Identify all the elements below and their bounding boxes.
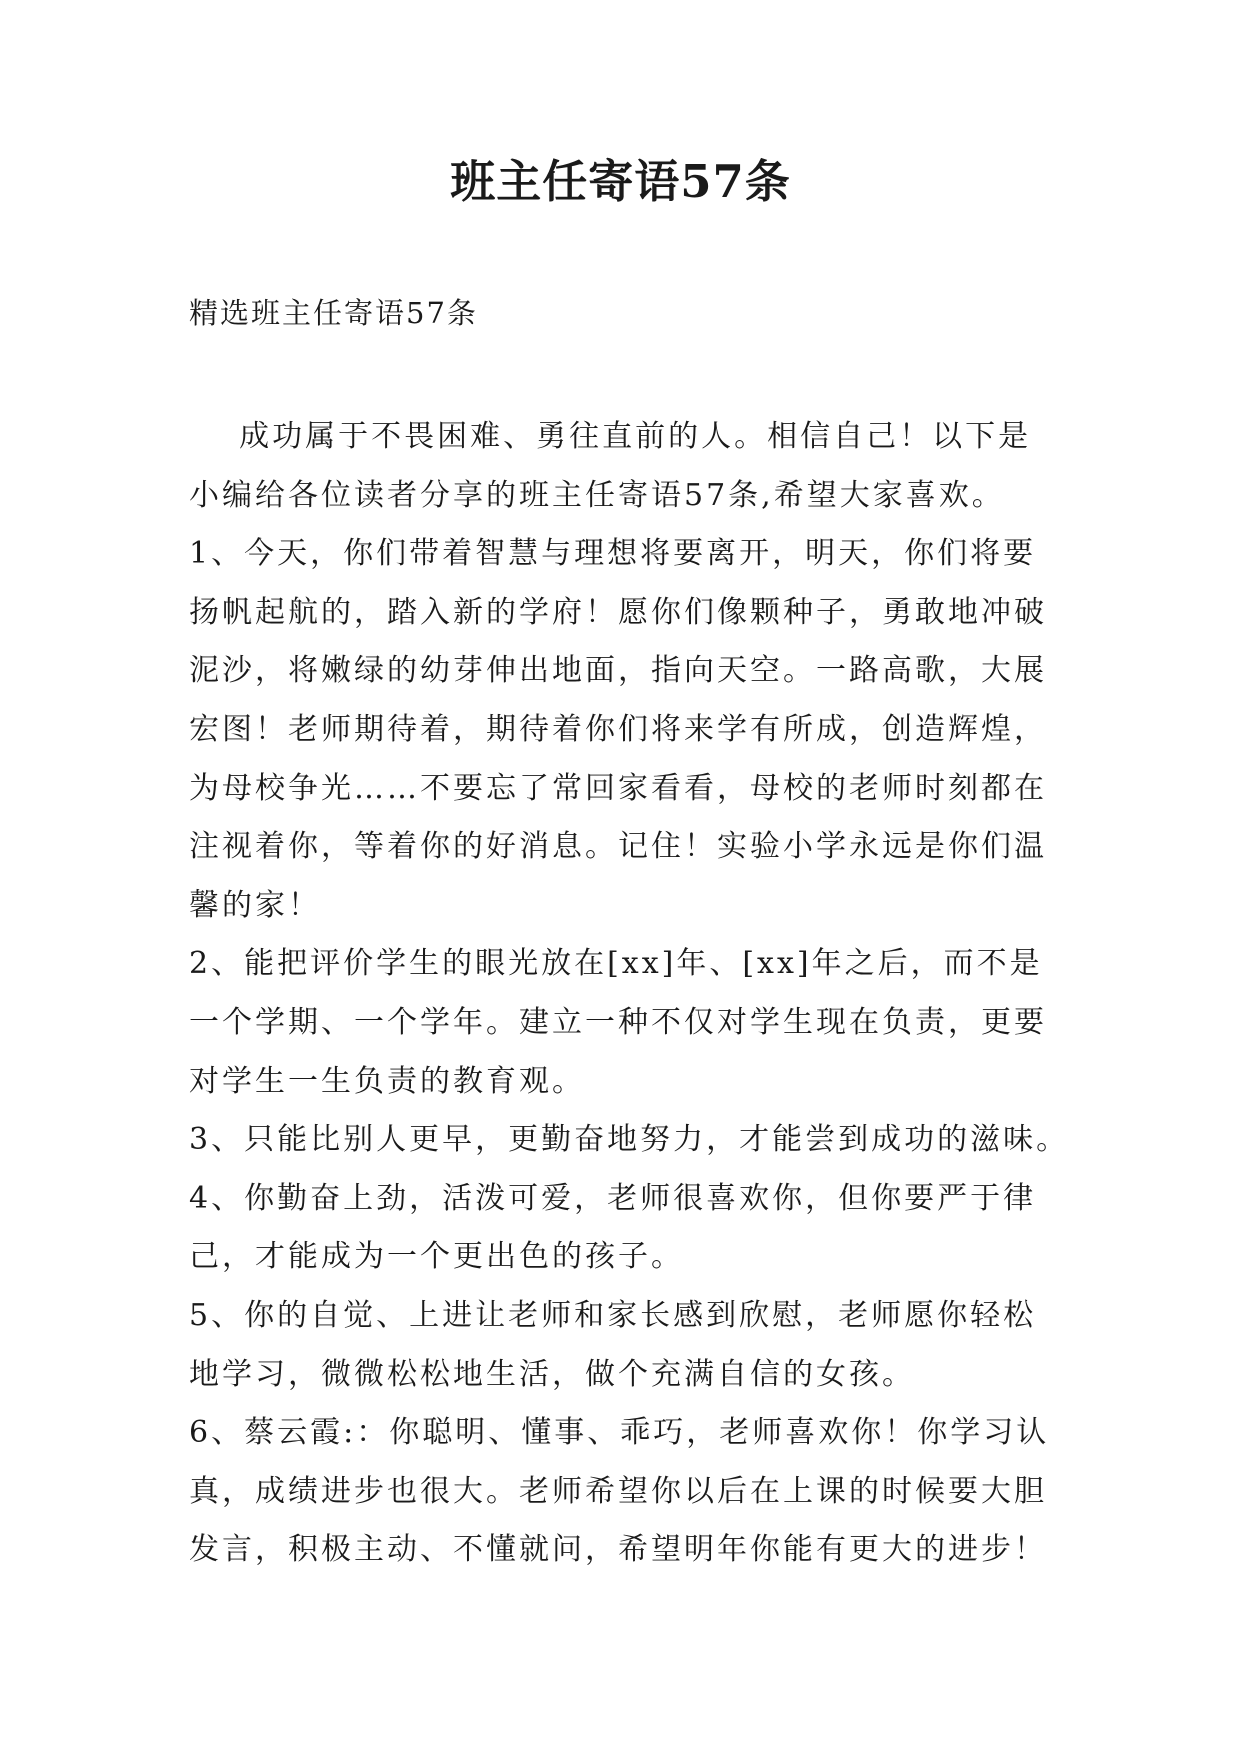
- body-line: 3、只能比别人更早，更勤奋地努力，才能尝到成功的滋味。: [189, 1122, 1070, 1158]
- body-line: 己，才能成为一个更出色的孩子。: [189, 1239, 684, 1275]
- body-line: 泥沙，将嫩绿的幼芽伸出地面，指向天空。一路高歌，大展: [189, 653, 1047, 689]
- body-line: 注视着你，等着你的好消息。记住！实验小学永远是你们温: [189, 829, 1047, 865]
- body-line: 为母校争光……不要忘了常回家看看，母校的老师时刻都在: [189, 770, 1047, 806]
- document-subtitle: 精选班主任寄语57条: [189, 296, 478, 330]
- body-line: 地学习，微微松松地生活，做个充满自信的女孩。: [189, 1356, 915, 1392]
- body-line: 宏图！老师期待着，期待着你们将来学有所成，创造辉煌，: [189, 711, 1047, 747]
- body-line: 1、今天，你们带着智慧与理想将要离开，明天，你们将要: [189, 536, 1037, 572]
- body-line: 2、能把评价学生的眼光放在[xx]年、[xx]年之后，而不是: [189, 946, 1043, 982]
- body-line: 真，成绩进步也很大。老师希望你以后在上课的时候要大胆: [189, 1473, 1047, 1509]
- body-line: 4、你勤奋上劲，活泼可爱，老师很喜欢你，但你要严于律: [189, 1180, 1037, 1216]
- body-line: 小编给各位读者分享的班主任寄语57条,希望大家喜欢。: [189, 477, 1005, 513]
- body-line: 一个学期、一个学年。建立一种不仅对学生现在负责，更要: [189, 1004, 1047, 1040]
- body-line: 成功属于不畏困难、勇往直前的人。相信自己！以下是: [189, 419, 1032, 454]
- body-line: 馨的家！: [189, 887, 321, 923]
- body-line: 对学生一生负责的教育观。: [189, 1063, 585, 1099]
- document-title: 班主任寄语57条: [450, 155, 791, 208]
- body-line: 5、你的自觉、上进让老师和家长感到欣慰，老师愿你轻松: [189, 1297, 1037, 1333]
- document-body: [189, 408, 1069, 1580]
- body-line: 发言，积极主动、不懂就问，希望明年你能有更大的进步！: [189, 1532, 1047, 1568]
- body-line: 扬帆起航的，踏入新的学府！愿你们像颗种子，勇敢地冲破: [189, 594, 1047, 630]
- body-line: 6、蔡云霞:：你聪明、懂事、乖巧，老师喜欢你！你学习认: [189, 1415, 1050, 1451]
